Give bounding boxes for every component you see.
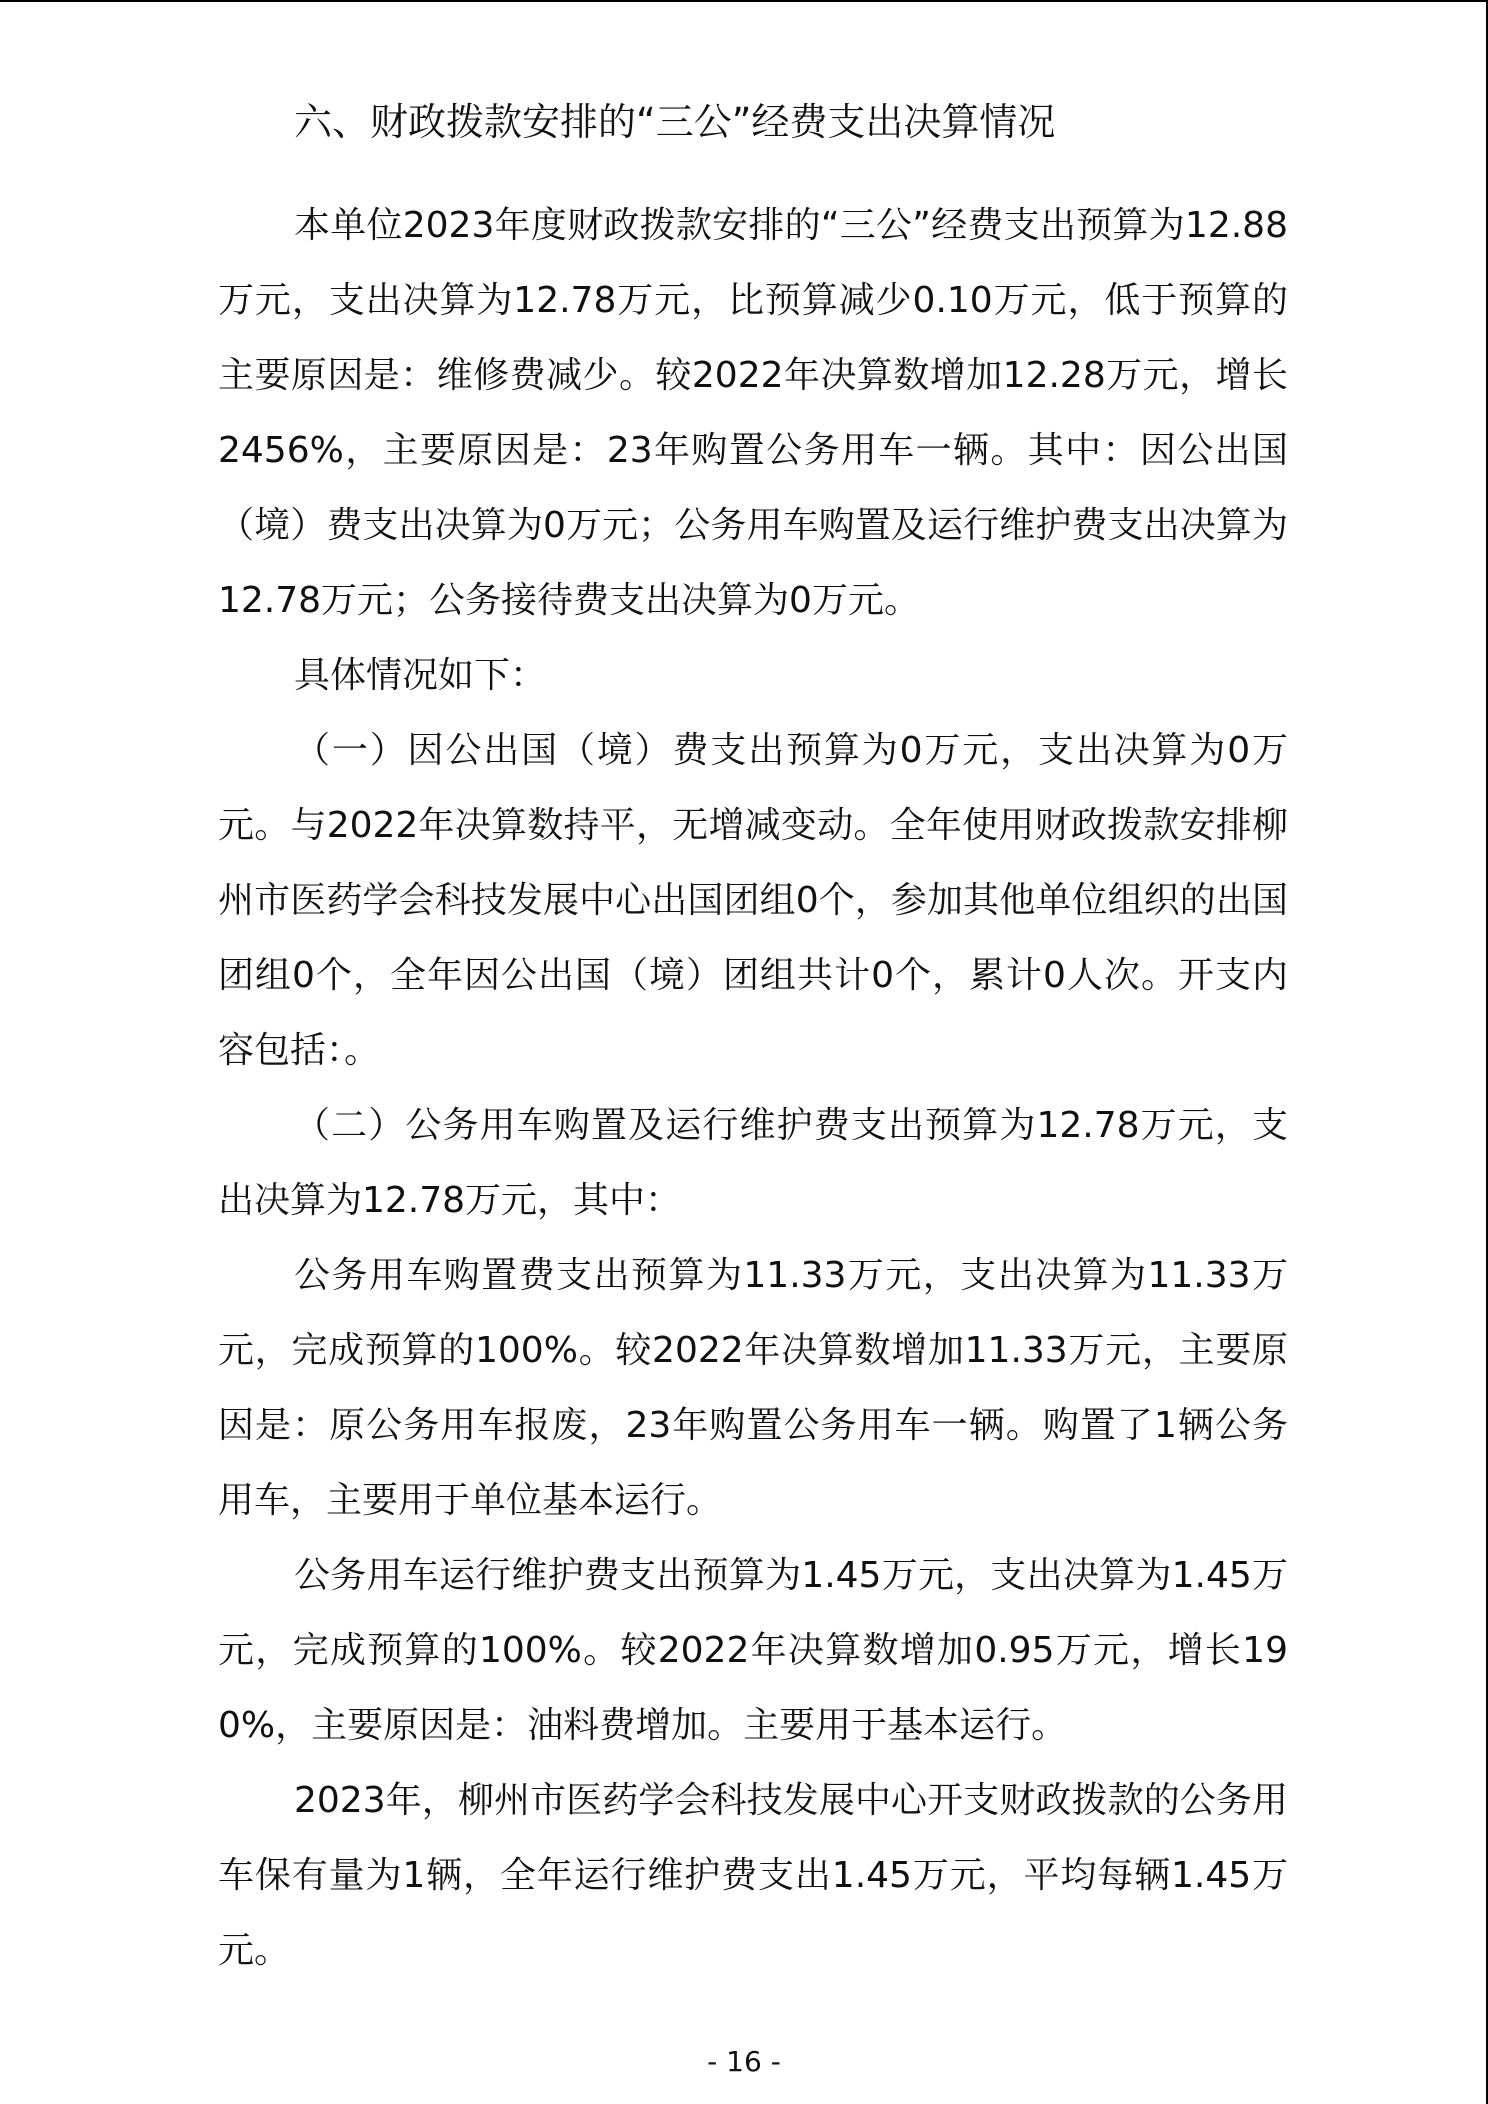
document-page: [218, 92, 1288, 1988]
top-border-line: [0, 0, 1488, 2]
paragraph-vehicle-purchase: 公务用车购置费支出预算为11.33万元，支出决算为11.33万元，完成预算的100%。较2022年决算数增加11.33万元，主要原因是：原公务用车报废，23年购置公务用车一辆。购置了1辆公务用车，主要用于单位基本运行。: [218, 1255, 1288, 1521]
page-number: - 16 -: [707, 2045, 781, 2078]
paragraph-vehicle-maintenance: 公务用车运行维护费支出预算为1.45万元，支出决算为1.45万元，完成预算的100%。较2022年决算数增加0.95万元，增长190%，主要原因是：油料费增加。主要用于基本运行。: [218, 1555, 1288, 1746]
paragraph-overseas-travel: （一）因公出国（境）费支出预算为0万元，支出决算为0万元。与2022年决算数持平，无增减变动。全年使用财政拨款安排柳州市医药学会科技发展中心出国团组0个，参加其他单位组织的出国团组0个，全年因公出国（境）团组共计0个，累计0人次。开支内容包括：。: [218, 730, 1288, 1071]
paragraph-vehicle-fleet: 2023年，柳州市医药学会科技发展中心开支财政拨款的公务用车保有量为1辆，全年运行维护费支出1.45万元，平均每辆1.45万元。: [218, 1780, 1288, 1971]
paragraph-vehicle-overview: （二）公务用车购置及运行维护费支出预算为12.78万元，支出决算为12.78万元，其中：: [218, 1105, 1288, 1221]
paragraph-intro: 具体情况如下：: [294, 655, 547, 696]
paragraph-summary: 本单位2023年度财政拨款安排的“三公”经费支出预算为12.88万元，支出决算为12.78万元，比预算减少0.10万元，低于预算的主要原因是：维修费减少。较2022年决算数增加12.28万元，增长2456%，主要原因是：23年购置公务用车一辆。其中：因公出国（境）费支出决算为0万元；公务用车购置及运行维护费支出决算为12.78万元；公务接待费支出决算为0万元。: [218, 205, 1288, 621]
section-heading: 六、财政拨款安排的“三公”经费支出决算情况: [294, 100, 1056, 144]
